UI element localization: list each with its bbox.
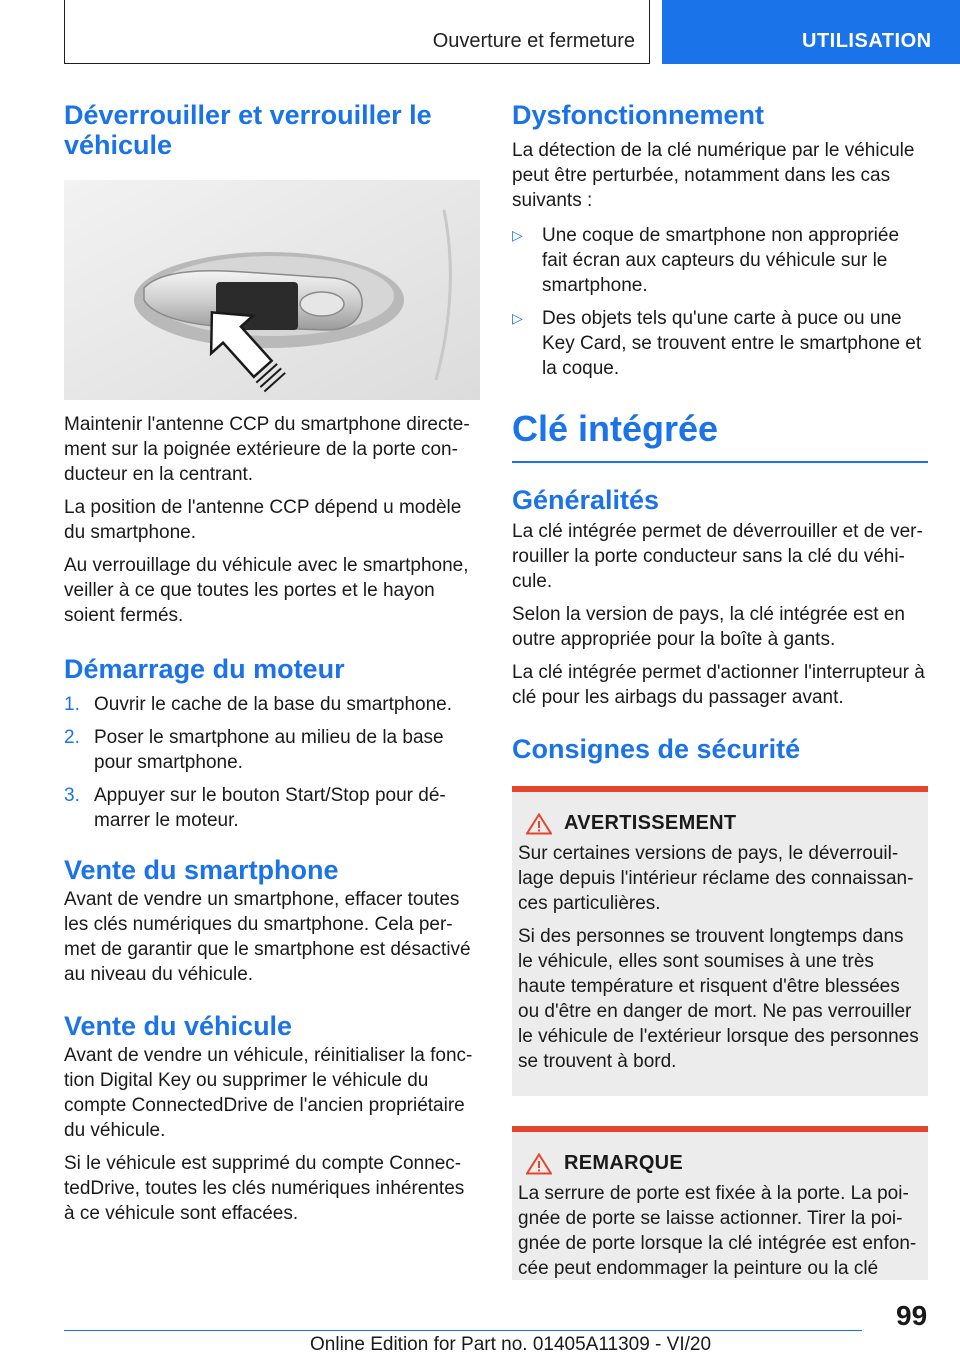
door-handle-icon <box>64 180 480 400</box>
list-item: ▷ Des objets tels qu'une carte à puce ou une Key Card, se trouvent entre le smartphone et la coque. <box>512 308 922 379</box>
malfunction-list <box>512 223 928 381</box>
note-title: REMARQUE <box>564 1152 684 1174</box>
heading-malfunction: Dysfonctionnement <box>512 100 765 130</box>
list-item: 3. Appuyer sur le bouton Start/Stop pour dé-marrer le moteur. <box>64 785 446 831</box>
paragraph-antenna-position: Maintenir l'antenne CCP du smartphone directe-ment sur la poignée extérieure de la porte con-ducteur en la centrant. <box>64 414 470 485</box>
paragraph-sell-vehicle-keys: Si le véhicule est supprimé du compte Connec-tedDrive, toutes les clés numériques inhérentes à ce véhicule sont effacées. <box>64 1153 465 1224</box>
warning-title: AVERTISSEMENT <box>564 812 737 834</box>
header-chapter-label: UTILISATION <box>802 30 932 52</box>
heading-lock-unlock: Déverrouiller et verrouiller le véhicule <box>64 100 432 160</box>
header-section-title: Ouverture et fermeture <box>432 30 635 52</box>
paragraph-lock-doors: Au verrouillage du véhicule avec le smartphone, veiller à ce que toutes les portes et le hayon soient fermés. <box>64 555 469 626</box>
paragraph-sell-vehicle-reset: Avant de vendre un véhicule, réinitialiser la fonc-tion Digital Key ou supprimer le véhicule du compte ConnectedDrive de l'ancien propriétaire du véhicule. <box>64 1045 473 1141</box>
warning-paragraph-1: Sur certaines versions de pays, le déverrouil-lage depuis l'intérieur réclame des connaissan-ces particulières. <box>518 843 914 914</box>
heading-sell-vehicle: Vente du véhicule <box>64 1011 293 1041</box>
paragraph-general-2: Selon la version de pays, la clé intégrée est en outre appropriée pour la boîte à gants. <box>512 604 905 650</box>
engine-start-steps <box>64 692 480 833</box>
right-column <box>512 100 928 1280</box>
heading-integrated-key: Clé intégrée <box>512 408 719 449</box>
note-paragraph-1: La serrure de porte est fixée à la porte. La poi-gnée de porte se laisse actionner. Tirer la poi-gnée de porte lorsque la clé intégrée est enfon-cée peut endommager la peinture ou la clé <box>518 1183 917 1279</box>
warning-paragraph-2: Si des personnes se trouvent longtemps dans le véhicule, elles sont soumises à une très haute température et risquent d'être blessées ou d'être en danger de mort. Ne pas verrouiller le véhicule de l'extérieur lorsque des personnes se trouvent à bord. <box>518 926 919 1072</box>
page-number: 99 <box>896 1300 928 1331</box>
paragraph-malfunction: La détection de la clé numérique par le véhicule peut être perturbée, notamment dans les cas suivants : <box>512 140 915 211</box>
list-item: 1. Ouvrir le cache de la base du smartphone. <box>64 694 453 715</box>
list-item: ▷ Une coque de smartphone non appropriée fait écran aux capteurs du véhicule sur le smartphone. <box>512 225 900 296</box>
paragraph-sell-smartphone: Avant de vendre un smartphone, effacer toutes les clés numériques du smartphone. Cela per-met de garantir que le smartphone est désactivé au niveau du véhicule. <box>64 889 471 985</box>
heading-safety: Consignes de sécurité <box>512 734 801 764</box>
note-callout <box>512 1126 928 1280</box>
header-chapter-tab <box>662 0 960 64</box>
section-divider <box>512 461 928 463</box>
list-item: 2. Poser le smartphone au milieu de la base pour smartphone. <box>64 727 444 773</box>
warning-callout <box>512 786 928 1096</box>
header-section-box <box>64 0 650 64</box>
heading-sell-smartphone: Vente du smartphone <box>64 855 339 885</box>
heading-engine-start: Démarrage du moteur <box>64 654 345 684</box>
footer-divider <box>64 1330 862 1331</box>
paragraph-antenna-model: La position de l'antenne CCP dépend u modèle du smartphone. <box>64 497 462 543</box>
warning-triangle-icon <box>526 1153 552 1175</box>
warning-triangle-icon <box>526 813 552 835</box>
heading-general: Généralités <box>512 485 660 515</box>
triangle-bullet-icon: ▷ <box>512 310 523 326</box>
left-column <box>64 100 480 1226</box>
footer-edition: Online Edition for Part no. 01405A11309 - VI/20 <box>310 1334 712 1355</box>
paragraph-general-1: La clé intégrée permet de déverrouiller et de ver-rouiller la porte conducteur sans la clé du véhi-cule. <box>512 521 923 592</box>
paragraph-general-3: La clé intégrée permet d'actionner l'interrupteur à clé pour les airbags du passager avant. <box>512 662 925 708</box>
door-handle-illustration <box>64 180 480 400</box>
triangle-bullet-icon: ▷ <box>512 227 523 243</box>
